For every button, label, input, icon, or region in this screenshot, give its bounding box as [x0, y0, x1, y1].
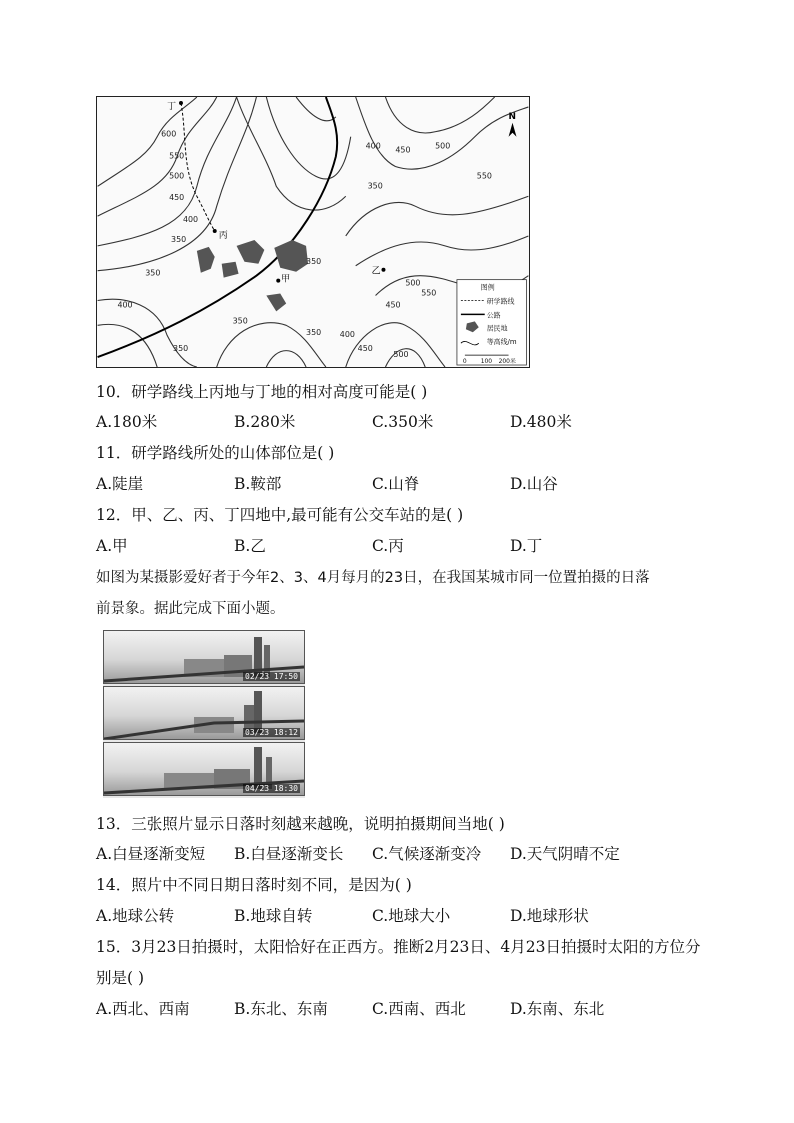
q10-option-a: A.180米	[96, 413, 158, 431]
q14-option-a: A.地球公转	[96, 907, 175, 925]
contour-label: 550	[169, 151, 185, 161]
settlement-area	[197, 247, 215, 273]
point-ding	[179, 101, 183, 105]
map-legend	[457, 280, 526, 365]
contour-line	[266, 97, 350, 179]
legend-settlement: 居民地	[486, 324, 508, 333]
legend-scale-100: 100	[480, 358, 493, 366]
contour-line	[385, 97, 494, 133]
contour-label: 350	[367, 181, 383, 191]
q13-option-d: D.天气阴晴不定	[510, 845, 620, 863]
contour-label: 500	[393, 350, 409, 360]
sunset-photos	[103, 630, 305, 798]
contour-label: 550	[476, 171, 492, 181]
contour-label: 350	[306, 256, 322, 266]
contour-label: 450	[385, 300, 401, 310]
photo-date: 04/23 18:30	[245, 784, 298, 793]
topographic-map-svg	[97, 97, 529, 367]
contour-label: 350	[145, 268, 161, 278]
question-12: 12．甲、乙、丙、丁四地中,最可能有公交车站的是( )	[96, 506, 464, 524]
q15-option-a: A.西北、西南	[96, 1000, 190, 1018]
photo-date: 03/23 18:12	[245, 728, 298, 737]
question-11: 11．研学路线所处的山体部位是( )	[96, 444, 335, 462]
q12-option-d: D.丁	[510, 537, 543, 555]
q10-option-d: D.480米	[510, 413, 572, 431]
label-jia: 甲	[281, 274, 291, 285]
sunset-photo	[103, 630, 305, 684]
north-label: N	[508, 111, 517, 122]
legend-route: 研学路线	[486, 297, 515, 306]
contour-label: 400	[339, 330, 355, 340]
contour-line	[356, 236, 529, 266]
contour-label: 350	[306, 328, 322, 338]
north-arrow-icon	[509, 123, 517, 137]
contour-label: 500	[169, 171, 185, 181]
point-jia	[276, 279, 280, 283]
contour-label: 450	[169, 193, 185, 203]
contour-label: 600	[161, 129, 177, 139]
intro-line-1: 如图为某摄影爱好者于今年2、3、4月每月的23日，在我国某城市同一位置拍摄的日落	[96, 570, 650, 586]
q15-option-c: C.西南、西北	[372, 1000, 466, 1018]
contour-label: 400	[365, 141, 381, 151]
label-yi: 乙	[371, 266, 381, 277]
legend-contour: 等高线/m	[486, 338, 517, 347]
contour-line	[266, 351, 306, 367]
contour-line	[98, 299, 197, 367]
settlement-area	[222, 262, 239, 278]
contour-label: 450	[395, 145, 411, 155]
question-13: 13．三张照片显示日落时刻越来越晚，说明拍摄期间当地( )	[96, 815, 505, 833]
settlement-area	[237, 240, 265, 264]
point-yi	[381, 268, 385, 272]
q14-option-d: D.地球形状	[510, 907, 589, 925]
contour-label: 400	[117, 300, 133, 310]
contour-line	[356, 97, 529, 169]
q15-option-d: D.东南、东北	[510, 1000, 605, 1018]
q10-option-c: C.350米	[372, 413, 434, 431]
legend-title: 图例	[480, 283, 495, 292]
contour-label: 450	[357, 344, 373, 354]
q13-option-c: C.气候逐渐变冷	[372, 845, 482, 863]
q12-option-a: A.甲	[96, 537, 128, 555]
contour-line	[98, 97, 237, 246]
q11-option-c: C.山脊	[372, 475, 420, 493]
q11-option-b: B.鞍部	[234, 475, 282, 493]
q13-option-b: B.白昼逐渐变长	[234, 845, 344, 863]
contour-label: 500	[405, 278, 421, 288]
contour-label: 550	[421, 288, 437, 298]
contour-label: 350	[173, 344, 189, 354]
contour-line	[98, 97, 217, 216]
legend-scale-0: 0	[462, 358, 467, 366]
q14-option-c: C.地球大小	[372, 907, 451, 925]
contour-line	[98, 97, 257, 271]
label-bing: 丙	[218, 230, 228, 241]
q12-option-b: B.乙	[234, 537, 266, 555]
sunset-photo	[103, 742, 305, 796]
question-14: 14．照片中不同日期日落时刻不同，是因为( )	[96, 876, 412, 894]
contour-label: 400	[182, 215, 199, 225]
question-15-continued: 别是( )	[96, 969, 145, 987]
contour-label: 500	[435, 141, 451, 151]
contour-line	[346, 196, 529, 236]
sunset-photo	[103, 686, 305, 740]
contour-label: 350	[232, 316, 248, 326]
topographic-map	[96, 96, 530, 368]
q11-option-a: A.陡崖	[96, 475, 144, 493]
photo-date: 02/23 17:50	[245, 672, 298, 681]
legend-road: 公路	[486, 311, 501, 320]
q14-option-b: B.地球自转	[234, 907, 313, 925]
q11-option-d: D.山谷	[510, 475, 558, 493]
legend-scale-200: 200米	[498, 358, 516, 366]
settlement-area	[266, 294, 286, 312]
question-10: 10．研学路线上丙地与丁地的相对高度可能是( )	[96, 383, 428, 401]
intro-line-2: 前景象。据此完成下面小题。	[96, 601, 285, 617]
contour-label: 350	[171, 234, 187, 244]
q10-option-b: B.280米	[234, 413, 296, 431]
question-15: 15．3月23日拍摄时，太阳恰好在正西方。推断2月23日、4月23日拍摄时太阳的方位分	[96, 938, 701, 956]
label-ding: 丁	[167, 101, 177, 112]
q12-option-c: C.丙	[372, 537, 404, 555]
settlement-area	[274, 240, 308, 272]
q13-option-a: A.白昼逐渐变短	[96, 845, 206, 863]
point-bing	[213, 229, 217, 233]
q15-option-b: B.东北、东南	[234, 1000, 328, 1018]
